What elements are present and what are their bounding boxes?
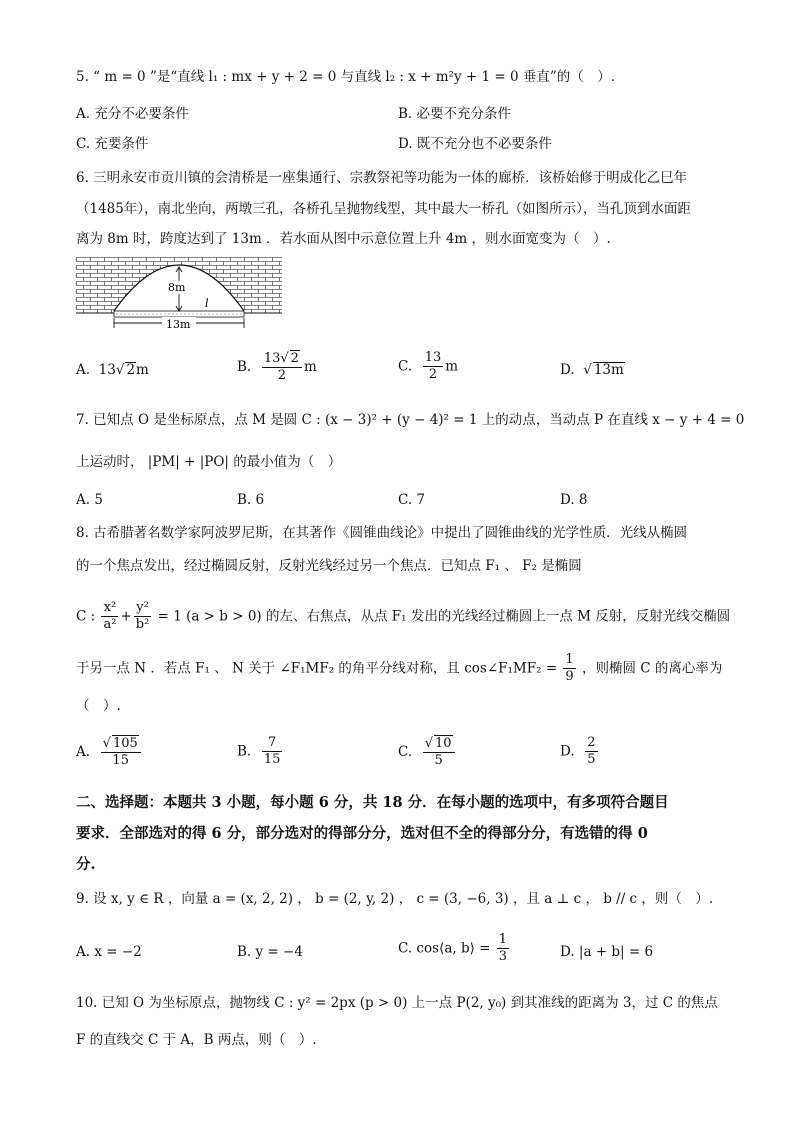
q9-option-b: B. y = −4 <box>237 944 303 960</box>
q8-option-b: B. $\frac{7}{15}$ <box>237 735 281 767</box>
q5-option-b: B. 必要不充分条件 <box>398 106 512 122</box>
q9-option-c: C. cos⟨a, b⟩ = $\frac{1}{3}$ <box>398 932 508 964</box>
q6-option-c: C. $\frac{13}{2}$ m <box>398 350 459 382</box>
q6-line-1: 6. 三明永安市贡川镇的会清桥是一座集通行、宗教祭祀等功能为一体的廊桥．该桥始修于明成化乙巳年 <box>76 170 688 186</box>
q5-stem: 5. “ m = 0 ”是“直线 l₁ : mx + y + 2 = 0 与直线 l₂ : x + m²y + 1 = 0 垂直”的（ ）. <box>76 69 616 85</box>
q9-stem: 9. 设 x, y ∈ R ，向量 a = (x, 2, 2) ， b = (2, y, 2) ， c = (3, −6, 3) ，且 a ⊥ c ， b // c ，则（ ）. <box>76 891 714 907</box>
bridge-arch-figure <box>76 257 282 331</box>
q5-option-d: D. 既不充分也不必要条件 <box>398 136 552 152</box>
q7-line-1: 7. 已知点 O 是坐标原点，点 M 是圆 C : (x − 3)² + (y − 4)² = 1 上的动点，当动点 P 在直线 x − y + 4 = 0 <box>76 412 745 428</box>
q6-option-d: D. √ 13m <box>560 362 624 378</box>
q7-line-2: 上运动时， |PM| + |PO| 的最小值为（ ） <box>76 454 342 470</box>
width-label: 13m <box>166 318 191 331</box>
q6-option-b: B. $\frac{13√ 2}{2}$ m <box>237 351 317 383</box>
q10-line-1: 10. 已知 O 为坐标原点，抛物线 C : y² = 2px (p > 0) 上一点 P(2, y₀) 到其准线的距离为 3，过 C 的焦点 <box>76 995 718 1011</box>
q5-option-c: C. 充要条件 <box>76 136 149 152</box>
q9-option-d: D. |a + b| = 6 <box>560 944 654 960</box>
q9-option-a: A. x = −2 <box>76 944 142 960</box>
q7-option-b: B. 6 <box>237 492 265 508</box>
q8-option-c: C. $\frac{√ 10}{5}$ <box>398 735 457 769</box>
q8-line-3: C : $\frac{\text{x²}}{\text{a²}}$ + $\frac{\text{y²}}{\text{b²}}$ = 1 (a > b > 0) 的左、右焦点，从点 F₁ 发出的光线经过椭圆上一点 M 反射，反射光线交椭圆 <box>76 600 731 632</box>
q5-option-a: A. 充分不必要条件 <box>76 106 189 122</box>
section-2-heading-line-1: 二、选择题：本题共 3 小题，每小题 6 分，共 18 分．在每小题的选项中，有多项符合题目 <box>76 794 669 811</box>
q8-line-1: 8. 古希腊著名数学家阿波罗尼斯，在其著作《圆锥曲线论》中提出了圆锥曲线的光学性质．光线从椭圆 <box>76 525 688 541</box>
q8-option-a: A. $\frac{√ 105}{15}$ <box>76 735 143 769</box>
q7-option-a: A. 5 <box>76 492 103 508</box>
q8-line-5: （ ）. <box>76 698 121 714</box>
section-2-heading-line-2: 要求．全部选对的得 6 分，部分选对的得部分分，选对但不全的得部分分，有选错的得 0 <box>76 825 648 842</box>
section-2-heading-line-3: 分. <box>76 856 96 873</box>
q8-line-4: 于另一点 N ．若点 F₁ 、 N 关于 ∠F₁MF₂ 的角平分线对称，且 cos∠F₁MF₂ = $\frac{1}{9}$ ，则椭圆 C 的离心率为 <box>76 652 723 684</box>
q8-option-d: D. $\frac{2}{5}$ <box>560 735 596 767</box>
q6-line-2: （1485年），南北坐向，两墩三孔，各桥孔呈抛物线型，其中最大一桥孔（如图所示），当孔顶到水面距 <box>76 201 691 217</box>
q10-line-2: F 的直线交 C 于 A，B 两点，则（ ）. <box>76 1032 317 1048</box>
q7-option-d: D. 8 <box>560 492 588 508</box>
line-l-label: l <box>205 297 209 310</box>
height-label: 8m <box>168 281 186 294</box>
q7-option-c: C. 7 <box>398 492 426 508</box>
q6-line-3: 离为 8m 时，跨度达到了 13m ．若水面从图中示意位置上升 4m ，则水面宽变为（ ）. <box>76 231 611 247</box>
q6-option-a: A. 13√ 2m <box>76 362 149 378</box>
q8-line-2: 的一个焦点发出，经过椭圆反射，反射光线经过另一个焦点．已知点 F₁ 、 F₂ 是椭圆 <box>76 558 582 574</box>
